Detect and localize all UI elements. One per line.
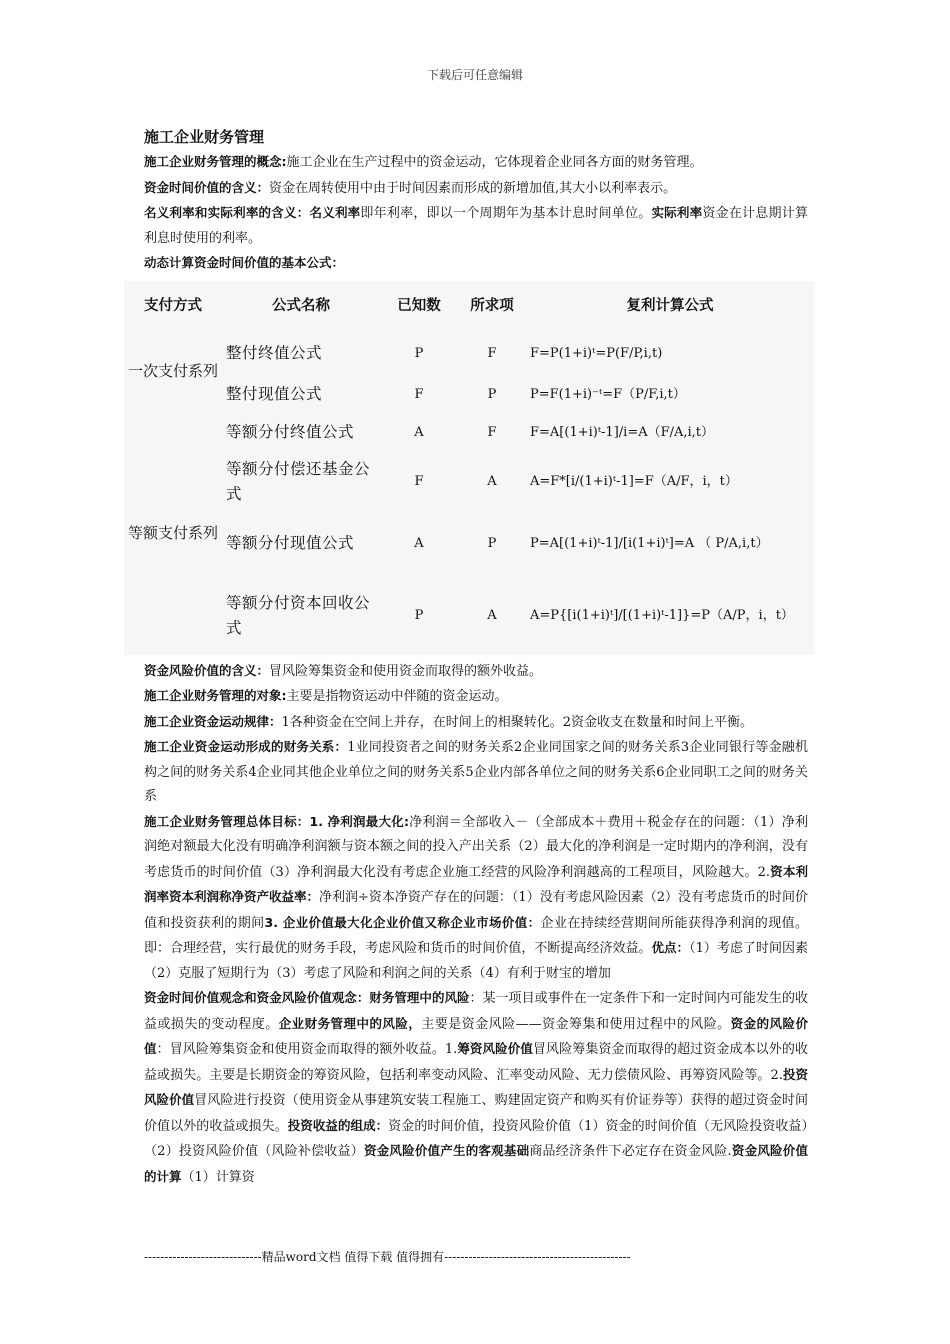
formula-name: 等额分付偿还基金公式 (226, 459, 371, 503)
bold-term: 名义利率 (309, 205, 361, 220)
text: ：冒风险筹集资金和使用资金而取得的额外收益。1. (156, 1042, 458, 1057)
text: 商品经济条件下必定存在资金风险. (529, 1144, 732, 1159)
table-row (124, 377, 814, 413)
text: 资金在周转使用中由于时间因素而形成的新增加值,其大小以利率表示。 (269, 180, 677, 196)
formula-name: 整付终值公式 (226, 344, 323, 362)
bold-term: 资金风险价值的含义： (144, 662, 270, 678)
bold-term: 资金时间价值的含义： (144, 179, 270, 195)
table-row (124, 453, 814, 511)
known-value: A (414, 536, 424, 551)
paragraph-fund-law (144, 710, 808, 736)
compound-formula: A=P{[i(1+i)ᵗ]/[(1+i)ᵗ-1]}=P（A/P，i，t） (530, 608, 794, 623)
paragraph-risk-value (144, 659, 808, 685)
text: 施工企业在生产过程中的资金运动，它体现着企业同各方面的财务管理。 (286, 155, 703, 170)
header-payment-method: 支付方式 (144, 297, 202, 314)
text: 冒风险筹集资金而取得的超过资金成本以外的收益或损失。主要是长期资金的筹资风险，包括利率变动风险、汇率变动风险、无力偿债风险、再筹资风险等。2. (144, 1042, 808, 1083)
bold-term: 资金风险价值的计算 (144, 1143, 808, 1184)
paragraph-interest-rate (144, 201, 808, 251)
paragraph-time-value (144, 176, 808, 202)
known-value: F (414, 474, 424, 489)
text: 即年利率，即以一个周期年为基本计息时间单位。 (360, 206, 652, 221)
formula-name: 整付现值公式 (226, 385, 323, 403)
bold-term: 施工企业财务管理的概念: (144, 154, 287, 169)
bold-term: 投资收益的组成： (287, 1117, 389, 1133)
document-title: 施工企业财务管理 (144, 128, 265, 146)
paragraph-concept (144, 150, 808, 176)
table-row (124, 511, 814, 577)
text: ：某一项目或事件在一定条件下和一定时间内可能发生的收益或损失的变动程度。 (144, 991, 808, 1032)
paragraph-object (144, 684, 808, 710)
page-footer: -----------------------------精品word文档 值得下载 值得拥有---------------------------------------------- (144, 1250, 631, 1264)
bold-term: 投资风险价值 (144, 1066, 808, 1107)
bold-term: 企业财务管理中的风险， (278, 1015, 422, 1031)
sought-value: A (487, 474, 497, 489)
type-single-payment: 一次支付系列 (128, 362, 219, 380)
bold-term: 资金时间价值观念和资金风险价值观念：财务管理中的风险 (144, 990, 470, 1005)
text: （1）考虑了时间因素（2）克服了短期行为（3）考虑了风险和利润之间的关系（4）有利于财宝的增加 (144, 941, 808, 981)
compound-formula: F=P(1+i)ᵗ=P(F/P,i,t) (530, 346, 663, 361)
bold-term: 施工企业财务管理的对象: (144, 688, 287, 703)
paragraph-overall-goal (144, 810, 808, 987)
compound-formula: P=F(1+i)⁻ᵗ=F（P/F,i,t） (530, 387, 686, 402)
type-equal-payment: 等额支付系列 (128, 524, 219, 542)
text: 冒风险进行投资（使用资金从事建筑安装工程施工、购建固定资产和购买有价证券等）获得的超过资金时间价值以外的收益或损失。 (144, 1093, 808, 1134)
text: 冒风险筹集资金和使用资金而取得的额外收益。 (269, 663, 543, 679)
page-header: 下载后可任意编辑 (426, 68, 523, 82)
compound-formula: A=F*[i/(1+i)ᵗ-1]=F（A/F，i，t） (530, 474, 738, 489)
formula-name: 等额分付终值公式 (226, 423, 355, 441)
compound-formula: P=A[(1+i)ᵗ-1]/[i(1+i)ᵗ]=A （ P/A,i,t） (530, 536, 769, 551)
bold-term: 资金风险价值产生的客观基础 (363, 1143, 530, 1158)
bold-term: 资本利润率资本利润称净资产收益率： (144, 863, 808, 904)
sought-value: F (487, 346, 497, 361)
table-row (124, 331, 814, 377)
sought-value: P (487, 536, 497, 551)
bold-term: 实际利率 (651, 205, 703, 220)
bold-term: 资金的风险价值 (144, 1015, 808, 1056)
paragraph-financial-relations (144, 735, 808, 810)
sought-value: A (487, 608, 497, 623)
text: 主要是资金风险——资金筹集和使用过程中的风险。 (421, 1016, 731, 1032)
bold-term: 名义利率和实际利率的含义： (144, 205, 310, 220)
bold-term: 施工企业财务管理总体目标：1. 净利润最大化: (144, 813, 409, 829)
text: 净利润＝全部收入－（全部成本＋费用＋税金存在的问题：（1）净利润绝对额最大化没有明确净利润额与资本额之间的投入产出关系（2）最大化的净利润是一定时期内的净利润，没有考虑货币的时间价值（3）净利润最大化没有考虑企业施工经营的风险净利润越高的工程项目，风险越大。2. (144, 814, 808, 880)
known-value: F (414, 387, 424, 402)
bold-term: 施工企业资金运动形成的财务关系： (144, 739, 348, 754)
header-known: 已知数 (397, 297, 441, 314)
table-row (124, 577, 814, 655)
paragraph-formula-intro (144, 251, 808, 277)
table-row (124, 413, 814, 453)
text: 主要是指物资运动中伴随的资金运动。 (286, 689, 508, 704)
text: 资金的时间价值，投资风险价值（1）资金的时间价值（无风险投资收益）（2）投资风险价值（风险补偿收益） (144, 1118, 808, 1159)
text: 1业同投资者之间的财务关系2企业同国家之间的财务关系3企业同银行等金融机构之间的财务关系4企业同其他企业单位之间的财务关系5企业内部各单位之间的财务关系6企业同职工之间的财务关系 (144, 740, 808, 804)
bold-term: 优点： (651, 940, 690, 955)
compound-formula: F=A[(1+i)ᵗ-1]/i=A（F/A,i,t） (530, 425, 715, 440)
known-value: P (414, 608, 424, 623)
text: 资金在计息期计算利息时使用的利率。 (144, 206, 808, 246)
formula-table (124, 281, 814, 655)
bold-term: 施工企业资金运动规律： (144, 713, 282, 729)
text: 1各种资金在空间上并存，在时间上的相聚转化。2资金收支在数量和时间上平衡。 (281, 714, 754, 730)
header-sought: 所求项 (470, 297, 514, 314)
sought-value: F (487, 425, 497, 440)
text: 企业在持续经营期间所能获得净利润的现值。即：合理经营，实行最优的财务手段，考虑风险和货币的时间价值，不断提高经济效益。 (144, 915, 808, 956)
formula-name: 等额分付现值公式 (226, 534, 355, 552)
table-header-row (124, 281, 814, 331)
known-value: P (414, 346, 424, 361)
header-formula-name: 公式名称 (272, 297, 330, 314)
bold-term: 筹资风险价值 (457, 1041, 533, 1056)
known-value: A (414, 425, 424, 440)
sought-value: P (487, 387, 497, 402)
document-body (128, 126, 808, 1190)
bold-term: 动态计算资金时间价值的基本公式： (144, 255, 345, 270)
header-compound-formula: 复利计算公式 (626, 297, 714, 314)
text: 净利润÷资本净资产存在的问题：（1）没有考虑风险因素（2）没有考虑货币的时间价值和投资获利的期间 (144, 890, 808, 931)
bold-term: 3. 企业价值最大化企业价值又称企业市场价值： (264, 914, 541, 930)
formula-name: 等额分付资本回收公式 (226, 593, 371, 637)
text: （1）计算资 (181, 1169, 255, 1185)
paragraph-risk-concepts (144, 986, 808, 1190)
